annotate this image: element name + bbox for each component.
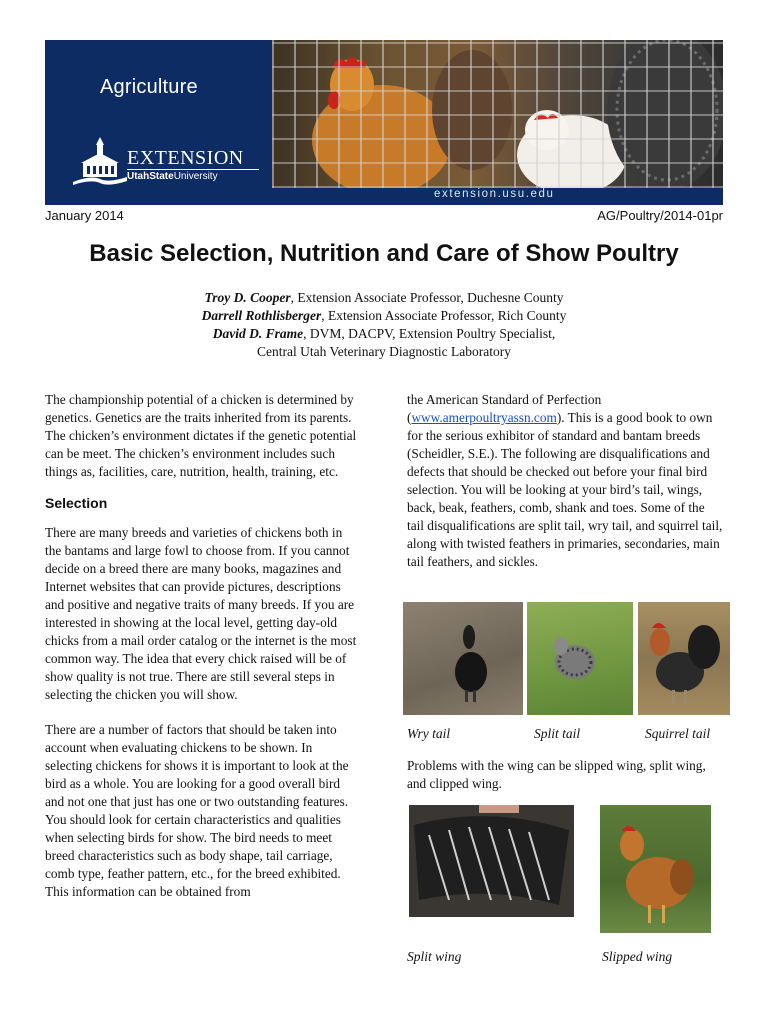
old-main-building-icon xyxy=(73,135,127,185)
chickens-header-photo xyxy=(272,40,723,188)
left-column xyxy=(45,391,361,901)
caption-slipped-wing: Slipped wing xyxy=(602,949,673,964)
wire-cage-overlay xyxy=(272,40,723,188)
program-title: Agriculture xyxy=(100,76,198,98)
right-column xyxy=(407,391,723,571)
author-affiliation: Central Utah Veterinary Diagnostic Laboratory xyxy=(257,344,511,359)
logo-divider xyxy=(127,169,259,170)
author-line: David D. Frame, DVM, DACPV, Extension Poultry Specialist, xyxy=(212,326,556,341)
logo-extension-text: EXTENSION xyxy=(127,147,244,169)
poultry-association-link[interactable]: www.amerpoultryassn.com xyxy=(411,410,557,425)
publication-date: January 2014 xyxy=(45,208,124,223)
split-wing-photo xyxy=(409,805,574,917)
caption-squirrel-tail: Squirrel tail xyxy=(645,726,711,741)
document-id: AG/Poultry/2014-01pr xyxy=(597,208,723,223)
caption-wry-tail: Wry tail xyxy=(407,726,451,741)
caption-split-tail: Split tail xyxy=(534,726,581,741)
website-bar xyxy=(272,188,723,205)
slipped-wing-photo xyxy=(600,805,711,933)
section-heading-selection: Selection xyxy=(45,495,108,511)
banner-brand-panel xyxy=(45,40,270,205)
selection-paragraph-1: There are many breeds and varieties of chickens both in the bantams and large fowl to choose from. If you cannot decide on a breed there are many books, magazines and Internet websites that can provide pictures, descriptions and positive and negative traits of many breeds. If you are interested in showing at the local level, getting day-old chicks from a mail order catalog or the internet is the most common way. The idea that every chick raised will be of show quality is not true. There are still several steps in selecting the chicken you will show. xyxy=(45,525,357,702)
website-url: extension.usu.edu xyxy=(434,188,555,200)
squirrel-tail-photo xyxy=(638,602,730,715)
selection-paragraph-2: There are a number of factors that should be taken into account when evaluating chickens to be shown. In selecting chickens for shows it is important to look at the bird as a whole. You are looking for a good overall bird and not one that just has one or two outstanding features. You should look for certain characteristics and qualities when selecting birds for show. The bird needs to meet breed characteristics such as body shape, tail carriage, comb type, feather pattern, etc., for the breed exhibited. This information can be obtained from xyxy=(45,722,349,899)
caption-split-wing: Split wing xyxy=(407,949,462,964)
wry-tail-photo xyxy=(403,602,523,715)
header-banner xyxy=(45,40,723,205)
author-line: Troy D. Cooper, Extension Associate Professor, Duchesne County xyxy=(204,290,564,305)
document-title: Basic Selection, Nutrition and Care of Show Poultry xyxy=(89,240,679,267)
intro-paragraph: The championship potential of a chicken is determined by genetics. Genetics are the traits inherited from its parents. The chicken’s environment dictates if the genetic potential can be meet. The chicken’s environment includes such things as, facilities, care, nutrition, health, training, etc. xyxy=(45,392,357,479)
usu-extension-logo xyxy=(73,135,273,190)
wing-problems-text: Problems with the wing can be slipped wing, split wing, and clipped wing. xyxy=(407,758,706,791)
author-line: Darrell Rothlisberger, Extension Associate Professor, Rich County xyxy=(201,308,567,323)
split-tail-photo xyxy=(527,602,633,715)
author-block xyxy=(0,289,768,361)
standard-paragraph: the American Standard of Perfection (www.amerpoultryassn.com). This is a good book to own for the serious exhibitor of standard and bantam breeds (Scheidler, S.E.). The following are disqualifications and defects that should be checked out before your final bird selection. You will be looking at your bird’s tail, wings, back, beak, feathers, comb, shank and toes. Some of the tail disqualifications are split tail, wry tail, and squirrel tail, along with twisted feathers in primaries, secondaries, main tail feathers, and sickles. xyxy=(407,392,723,569)
logo-university-text: UtahStateUniversity xyxy=(127,171,218,182)
